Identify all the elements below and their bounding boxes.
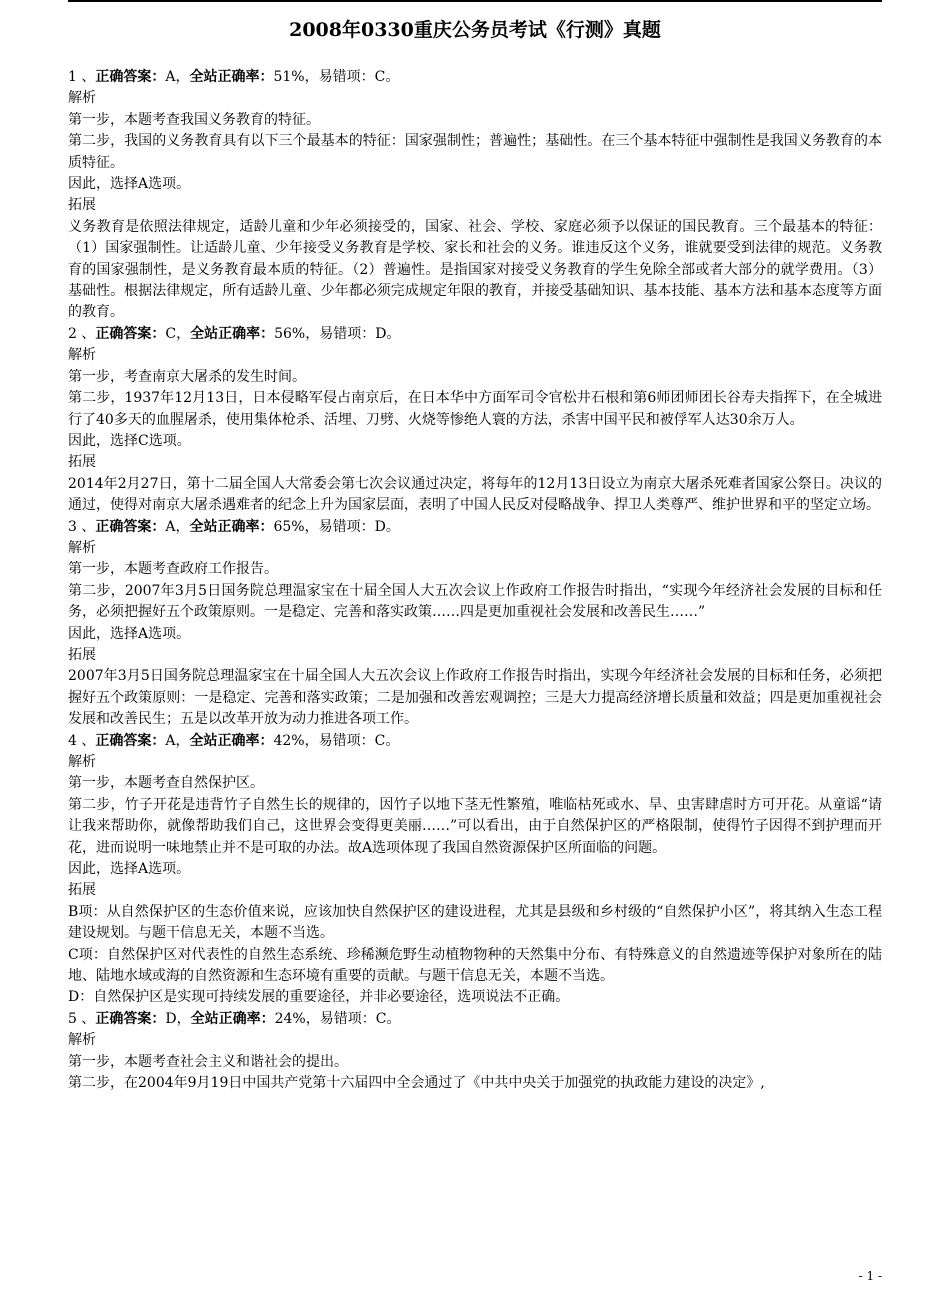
extension-heading: 拓展 [68, 197, 96, 214]
question-header [68, 517, 882, 538]
question-block [68, 67, 882, 324]
question-block [68, 731, 882, 1009]
question-number: 5 、 [68, 1010, 96, 1027]
analysis-paragraph: 第二步，2007年3月5日国务院总理温家宝在十届全国人大五次会议上作政府工作报告时指出，“实现今年经济社会发展的目标和任务，必须把握好五个政策原则。一是稳定、完善和落实政策……四是更加重视社会发展和改善民生……” [68, 582, 882, 621]
rate-label: 全站正确率： [189, 518, 274, 535]
extension-paragraph: 2007年3月5日国务院总理温家宝在十届全国人大五次会议上作政府工作报告时指出，实现今年经济社会发展的目标和任务，必须把握好五个政策原则：一是稳定、完善和落实政策；二是加强和改善宏观调控；三是大力提高经济增长质量和效益；四是更加重视社会发展和改善民生；五是以改革开放为动力推进各项工作。 [68, 668, 882, 728]
answer-label: 正确答案： [95, 325, 166, 342]
analysis-heading: 解析 [68, 539, 96, 556]
extension-paragraph: C项：自然保护区对代表性的自然生态系统、珍稀濒危野生动植物物种的天然集中分布、有特殊意义的自然遗迹等保护对象所在的陆地、陆地水域或海的自然资源和生态环境有重要的贡献。与题干信息无关，本题不当选。 [68, 946, 882, 985]
analysis-paragraph: 第一步，本题考查自然保护区。 [68, 775, 264, 792]
extension-paragraph: 2014年2月27日，第十二届全国人大常委会第七次会议通过决定，将每年的12月13日设立为南京大屠杀死难者国家公祭日。决议的通过，使得对南京大屠杀遇难者的纪念上升为国家层面，表明了中国人民反对侵略战争、捍卫人类尊严、维护世界和平的坚定立场。 [68, 475, 882, 514]
analysis-paragraph: 因此，选择C选项。 [68, 432, 191, 449]
question-number: 2 、 [68, 325, 96, 342]
answer-value: D， [165, 1010, 191, 1027]
answer-label: 正确答案： [95, 732, 166, 749]
answer-label: 正确答案： [95, 1010, 166, 1027]
rate-label: 全站正确率： [190, 1010, 275, 1027]
question-block [68, 517, 882, 731]
extension-heading: 拓展 [68, 646, 96, 663]
rate-value: 42%，易错项：C。 [273, 732, 400, 749]
analysis-heading: 解析 [68, 90, 96, 107]
page-number: - 1 - [858, 1269, 882, 1283]
page-title: 2008年0330重庆公务员考试《行测》真题 [289, 19, 661, 41]
extension-heading: 拓展 [68, 882, 96, 899]
question-block [68, 324, 882, 517]
rate-label: 全站正确率： [189, 732, 274, 749]
answer-label: 正确答案： [95, 69, 166, 85]
question-header [68, 731, 882, 752]
question-list [68, 67, 882, 1095]
analysis-paragraph: 第二步，竹子开花是违背竹子自然生长的规律的，因竹子以地下茎无性繁殖，唯临枯死或水、旱、虫害肆虐时方可开花。从童谣“请让我来帮助你，就像帮助我们自己，这世界会变得更美丽……”可以看出，由于自然保护区的严格限制，使得竹子因得不到护理而开花，进而说明一味地禁止并不是可取的办法。故A选项体现了我国自然资源保护区所面临的问题。 [68, 796, 882, 856]
answer-value: A， [165, 69, 190, 85]
question-number: 3 、 [68, 518, 96, 535]
answer-value: C， [165, 325, 191, 342]
analysis-paragraph: 第一步，本题考查政府工作报告。 [68, 561, 278, 578]
answer-value: A， [165, 518, 190, 535]
rate-value: 65%，易错项：D。 [273, 518, 400, 535]
rate-value: 24%，易错项：C。 [274, 1010, 401, 1027]
analysis-heading: 解析 [68, 347, 96, 364]
question-number: 1 、 [68, 69, 96, 85]
analysis-paragraph: 因此，选择A选项。 [68, 176, 191, 193]
analysis-heading: 解析 [68, 754, 96, 770]
extension-paragraph: 义务教育是依照法律规定，适龄儿童和少年必须接受的，国家、社会、学校、家庭必须予以保证的国民教育。三个最基本的特征：（1）国家强制性。让适龄儿童、少年接受义务教育是学校、家长和社会的义务。谁违反这个义务，谁就要受到法律的规范。义务教育的国家强制性，是义务教育最本质的特征。（2）普遍性。是指国家对接受义务教育的学生免除全部或者大部分的就学费用。（3）基础性。根据法律规定，所有适龄儿童、少年都必须完成规定年限的教育，并接受基础知识、基本技能、基本方法和基本态度等方面的教育。 [68, 218, 882, 321]
analysis-paragraph: 第一步，本题考查社会主义和谐社会的提出。 [68, 1053, 348, 1070]
top-rule [68, 0, 882, 2]
analysis-paragraph: 第一步，本题考查我国义务教育的特征。 [68, 111, 320, 128]
analysis-paragraph: 因此，选择A选项。 [68, 861, 191, 878]
question-block [68, 1009, 882, 1095]
question-header [68, 67, 882, 88]
analysis-paragraph: 第二步，我国的义务教育具有以下三个最基本的特征：国家强制性；普遍性；基础性。在三个基本特征中强制性是我国义务教育的本质特征。 [68, 133, 882, 171]
extension-heading: 拓展 [68, 454, 96, 471]
rate-value: 51%，易错项：C。 [273, 69, 400, 85]
question-header [68, 1009, 882, 1030]
extension-paragraph: D：自然保护区是实现可持续发展的重要途径，并非必要途径，选项说法不正确。 [68, 989, 570, 1006]
rate-label: 全站正确率： [189, 69, 274, 85]
question-header [68, 324, 882, 345]
analysis-paragraph: 第二步，1937年12月13日，日本侵略军侵占南京后，在日本华中方面军司令官松井石根和第6师团师团长谷寿夫指挥下，在全城进行了40多天的血腥屠杀，使用集体枪杀、活埋、刀劈、火烧等惨绝人寰的方法，杀害中国平民和被俘军人达30余万人。 [68, 390, 882, 428]
answer-value: A， [165, 732, 190, 749]
rate-value: 56%，易错项：D。 [274, 325, 401, 342]
analysis-heading: 解析 [68, 1032, 96, 1049]
analysis-paragraph: 第一步，考查南京大屠杀的发生时间。 [68, 368, 306, 385]
rate-label: 全站正确率： [190, 325, 275, 342]
extension-paragraph: B项：从自然保护区的生态价值来说，应该加快自然保护区的建设进程，尤其是县级和乡村级的“自然保护小区”，将其纳入生态工程建设规划。与题干信息无关，本题不当选。 [68, 903, 882, 942]
question-number: 4 、 [68, 732, 96, 749]
answer-label: 正确答案： [95, 518, 166, 535]
analysis-paragraph: 因此，选择A选项。 [68, 625, 191, 642]
analysis-paragraph: 第二步，在2004年9月19日中国共产党第十六届四中全会通过了《中共中央关于加强党的执政能力建设的决定》, [68, 1075, 765, 1092]
